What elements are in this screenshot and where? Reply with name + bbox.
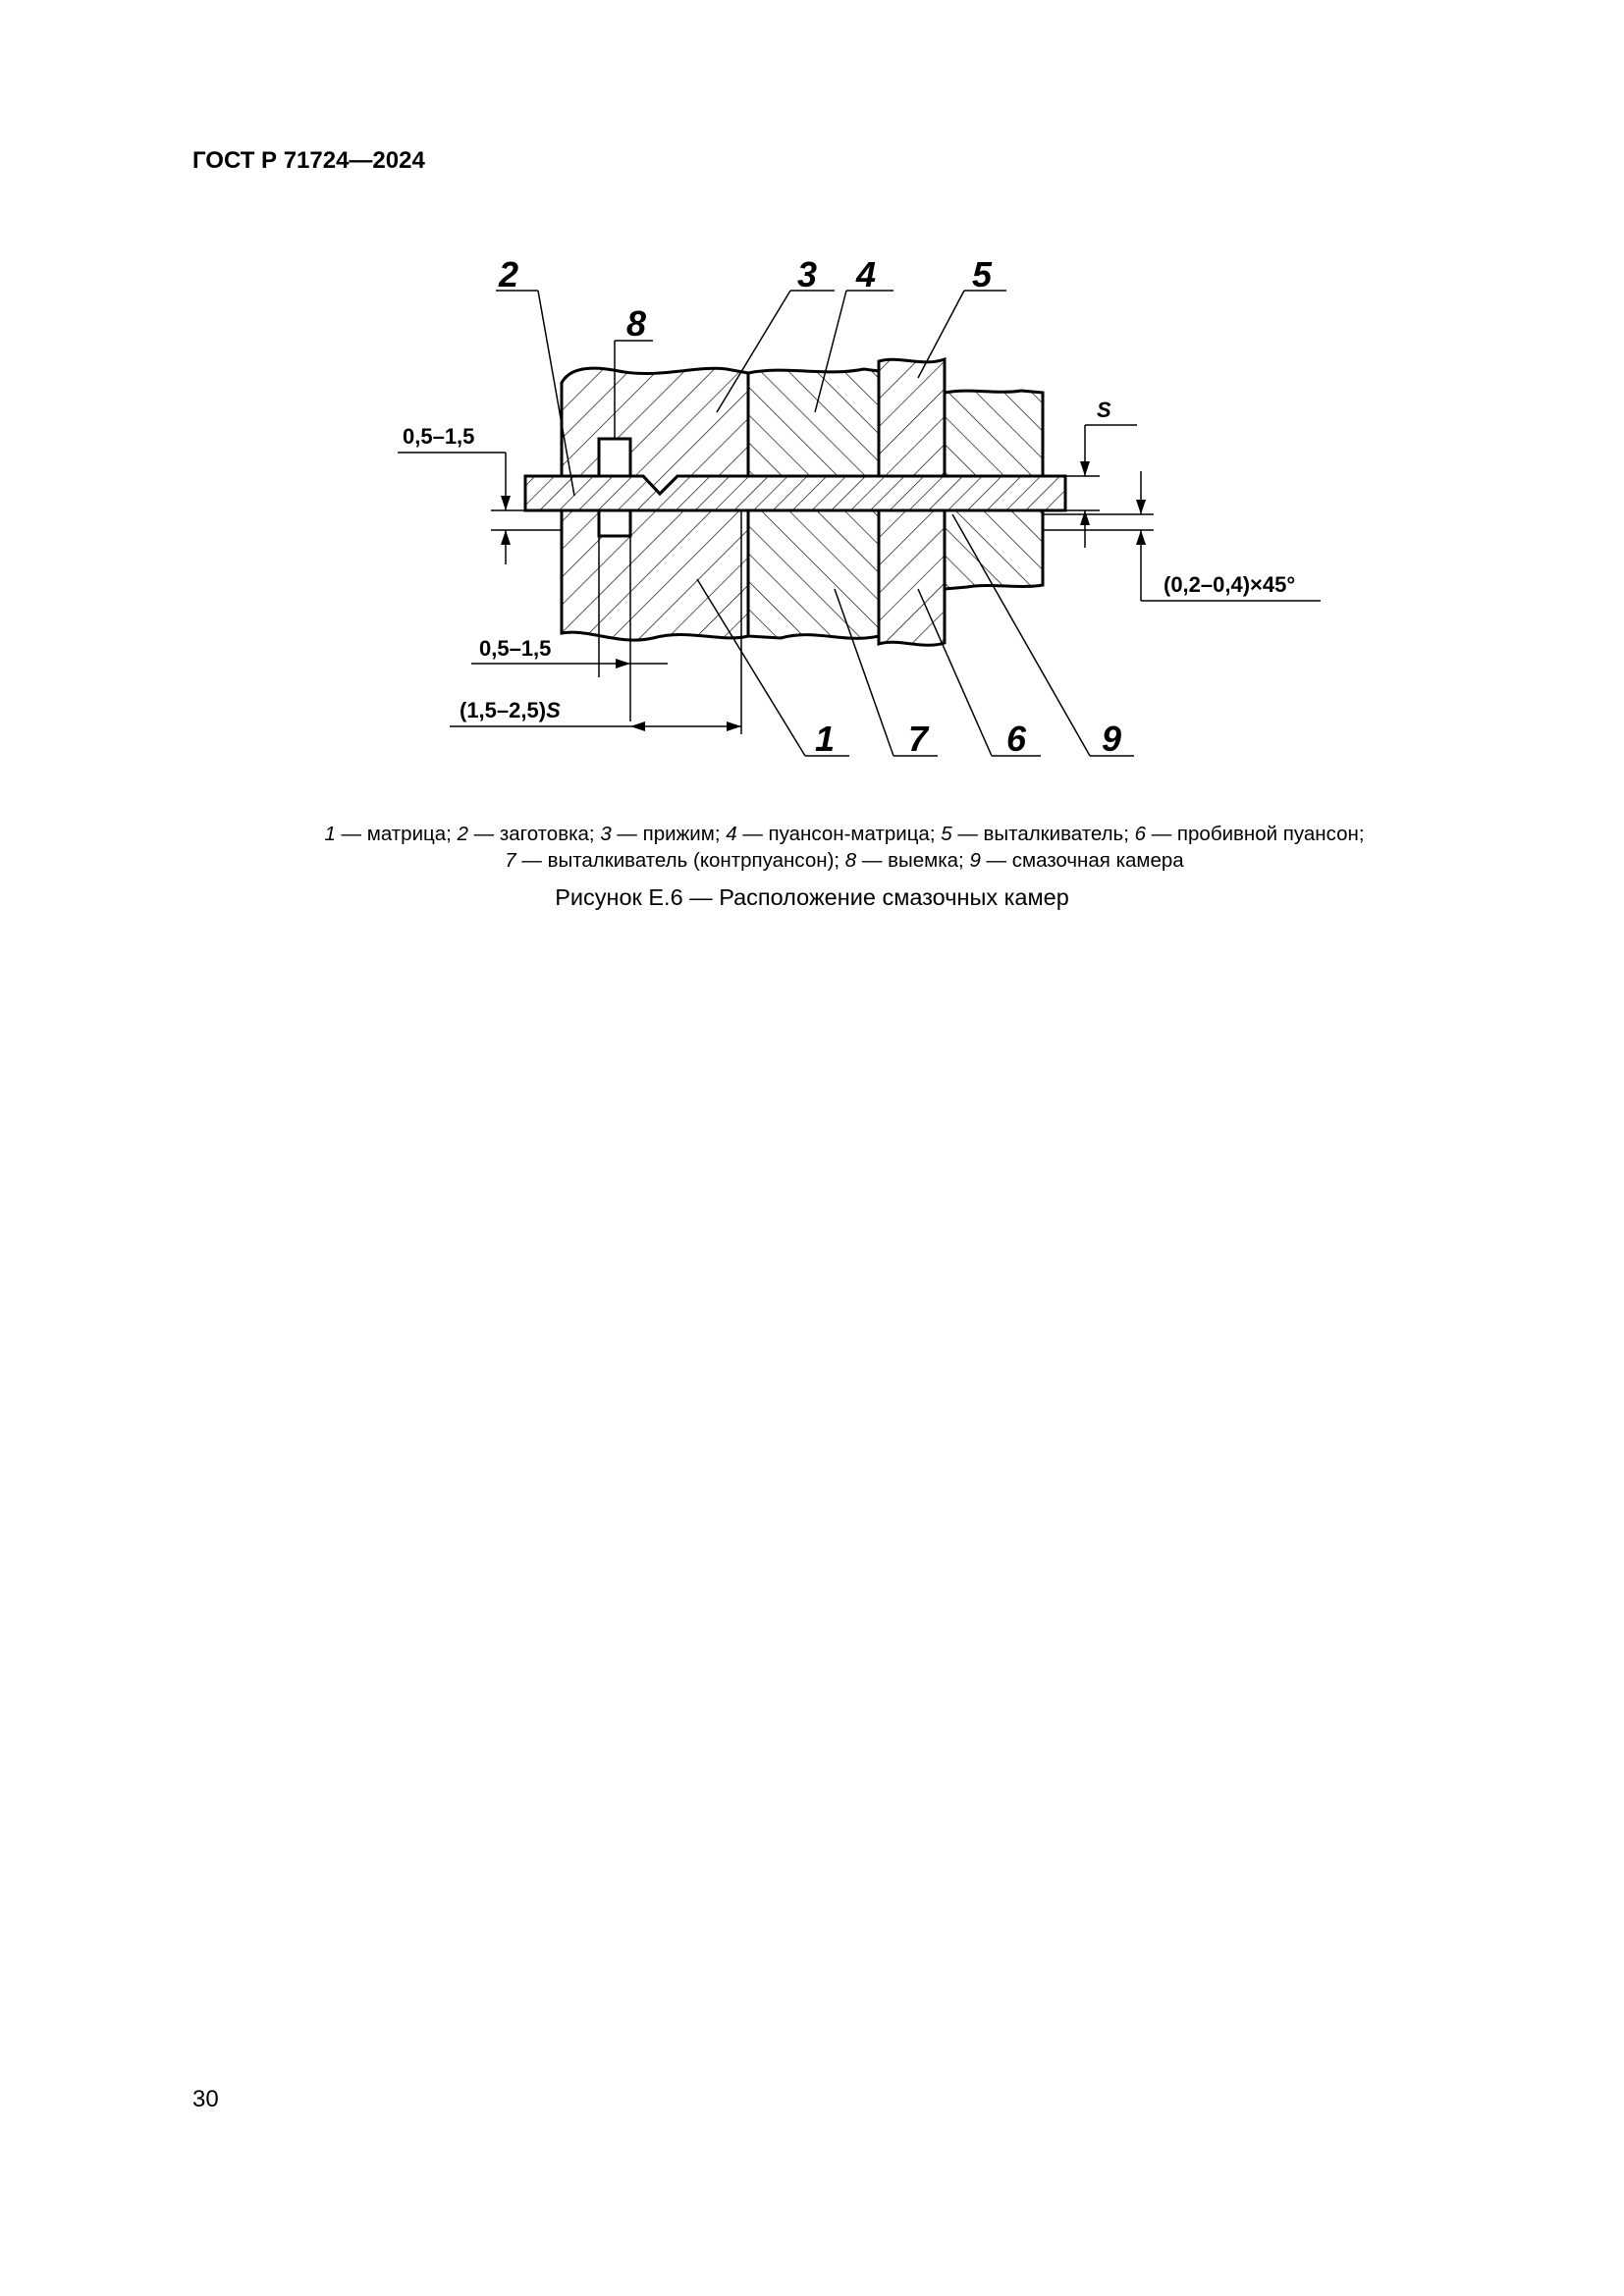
callout-4: 4 [856, 254, 877, 294]
figure-caption: Рисунок Е.6 — Расположение смазочных камер [555, 884, 1069, 910]
callout-9: 9 [1102, 719, 1122, 759]
callout-3: 3 [797, 254, 818, 294]
callout-1: 1 [815, 719, 836, 759]
die-part [562, 510, 748, 640]
groove-rect-lower [599, 510, 630, 536]
lower-right-block [945, 510, 1043, 589]
legend-line-1: 1 — матрица; 2 — заготовка; 3 — прижим; 4 — пуансон-матрица; 5 — выталкиватель; 6 — пробивной пуансон; [324, 823, 1365, 845]
die-assembly-drawing [0, 0, 1624, 785]
dim-chamfer: (0,2–0,4)×45° [1164, 572, 1296, 597]
callout-7: 7 [908, 719, 929, 759]
dim-thickness: S [1097, 398, 1111, 422]
callout-5: 5 [972, 254, 993, 294]
callout-8: 8 [626, 303, 647, 344]
document-code: ГОСТ Р 71724—2024 [192, 147, 425, 174]
dim-gap-left: 0,5–1,5 [403, 424, 475, 449]
figure-legend [236, 821, 1453, 874]
upper-right-block [945, 391, 1043, 476]
dim-groove-offset: 0,5–1,5 [479, 636, 552, 661]
callout-2: 2 [499, 254, 519, 294]
legend-line-2: 7 — выталкиватель (контрпуансон); 8 — выемка; 9 — смазочная камера [505, 849, 1184, 872]
dim-distance-unit: S [546, 698, 561, 722]
ejector-part [879, 359, 945, 476]
groove-rect-upper [599, 439, 630, 476]
punch-die-part [748, 369, 879, 476]
workpiece-strip [525, 476, 1065, 510]
callout-6: 6 [1006, 719, 1027, 759]
page-number: 30 [192, 2086, 219, 2112]
counter-punch-part [748, 510, 879, 638]
dim-distance: (1,5–2,5)S [460, 698, 561, 722]
